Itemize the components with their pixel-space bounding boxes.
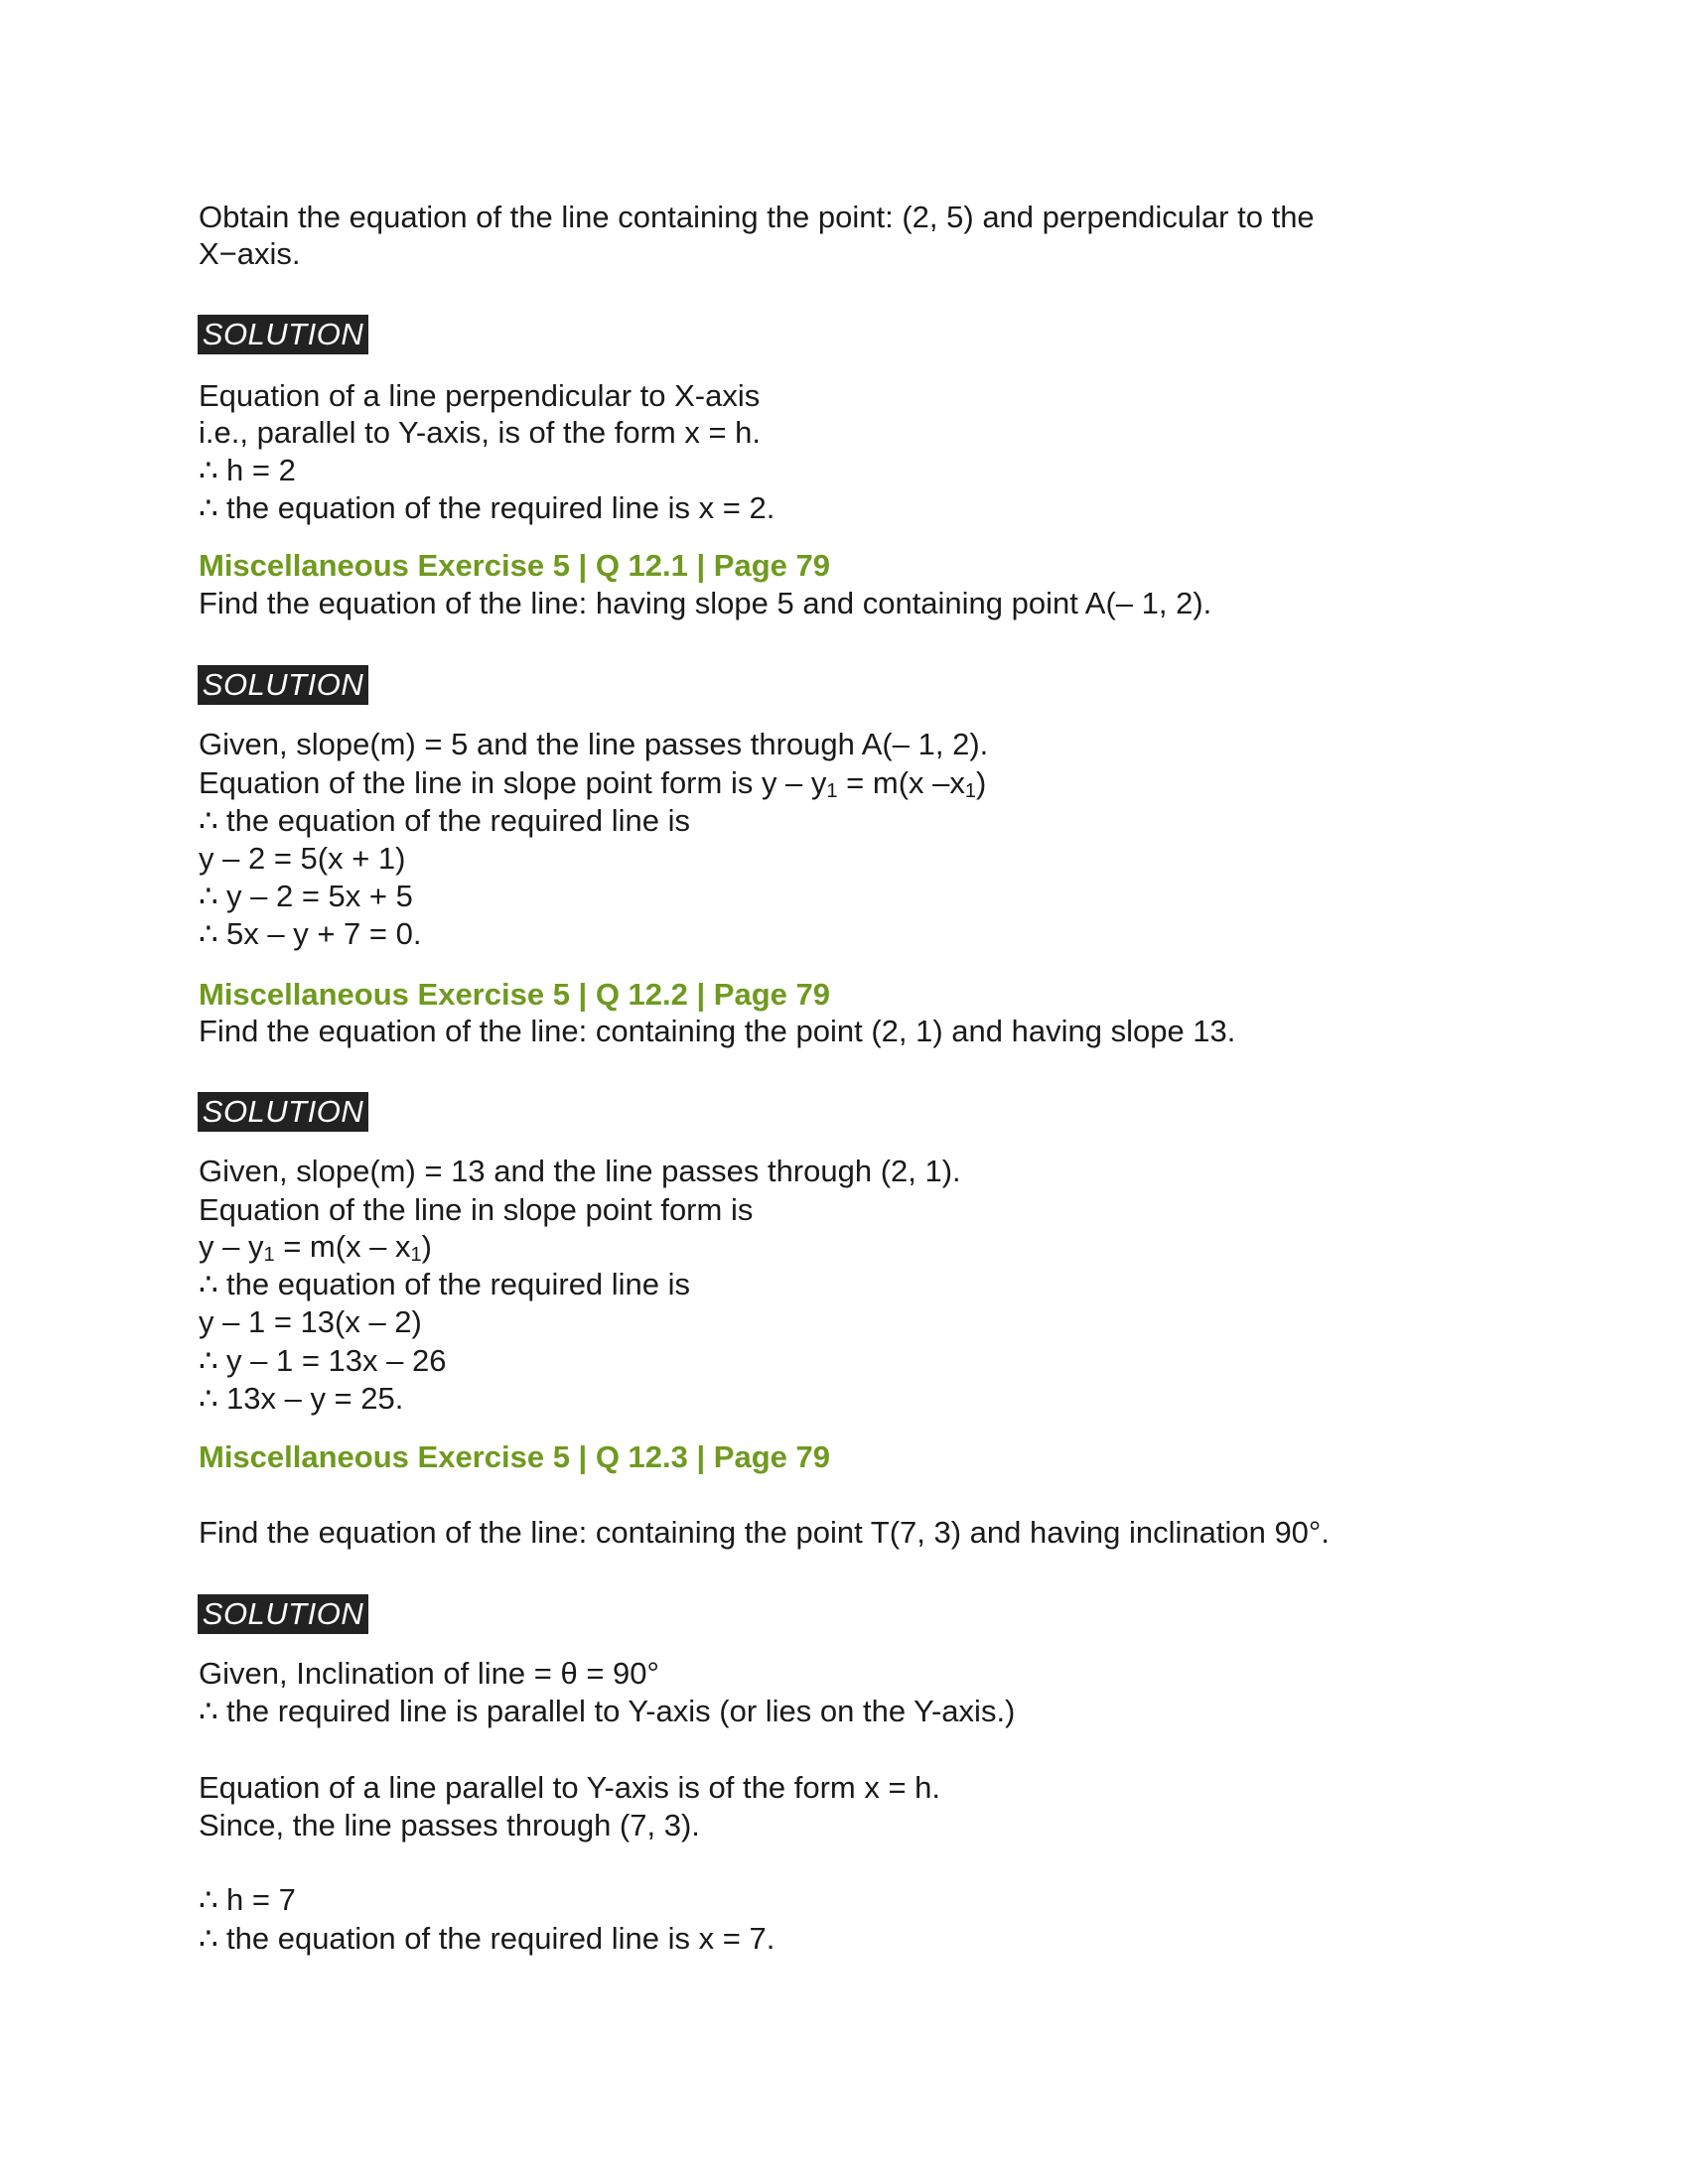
- subscript: 1: [410, 1244, 422, 1266]
- equation-text: Equation of the line in slope point form is y – y: [199, 765, 827, 800]
- equation-text: = m(x – x: [274, 1229, 411, 1264]
- solution-line-text: 5x – y + 7 = 0.: [226, 916, 422, 951]
- question-text: Obtain the equation of the line containing the point: (2, 5) and perpendicular to the: [199, 200, 1315, 234]
- solution-line: i.e., parallel to Y-axis, is of the form x = h.: [199, 415, 762, 450]
- solution-line: y – 1 = 13(x – 2): [199, 1304, 422, 1339]
- therefore-symbol: ∴: [199, 916, 218, 951]
- solution-line: Equation of the line in slope point form is: [199, 1192, 754, 1227]
- solution-line: [199, 878, 413, 915]
- therefore-symbol: ∴: [199, 1882, 218, 1917]
- therefore-symbol: ∴: [199, 1381, 218, 1416]
- solution-line-text: 13x – y = 25.: [226, 1381, 404, 1416]
- solution-line: Given, slope(m) = 5 and the line passes through A(– 1, 2).: [199, 727, 989, 761]
- therefore-symbol: ∴: [199, 453, 218, 487]
- question-text: X−axis.: [199, 236, 301, 271]
- therefore-symbol: ∴: [199, 1921, 218, 1956]
- equation-text: = m(x –x: [837, 765, 965, 800]
- solution-line: Since, the line passes through (7, 3).: [199, 1808, 700, 1843]
- therefore-symbol: ∴: [199, 1343, 218, 1378]
- therefore-symbol: ∴: [199, 879, 218, 913]
- solution-line: [199, 1342, 446, 1380]
- solution-line: [199, 1228, 432, 1266]
- solution-label: SOLUTION: [198, 315, 368, 354]
- solution-line-text: h = 7: [226, 1882, 296, 1917]
- therefore-symbol: ∴: [199, 490, 218, 525]
- solution-line: [199, 1380, 403, 1418]
- solution-line-text: h = 2: [226, 453, 296, 487]
- therefore-symbol: ∴: [199, 1694, 218, 1728]
- question-heading: Miscellaneous Exercise 5 | Q 12.1 | Page 79: [199, 548, 830, 583]
- solution-line: [199, 1693, 1015, 1730]
- solution-line: Given, slope(m) = 13 and the line passes through (2, 1).: [199, 1154, 961, 1188]
- solution-line: Equation of a line perpendicular to X-axis: [199, 378, 761, 413]
- solution-label: SOLUTION: [198, 1594, 368, 1634]
- solution-line: y – 2 = 5(x + 1): [199, 841, 406, 876]
- equation-text: ): [421, 1229, 432, 1264]
- solution-line-text: the equation of the required line is: [226, 803, 691, 838]
- solution-line: Equation of a line parallel to Y-axis is of the form x = h.: [199, 1770, 941, 1805]
- solution-line-text: the equation of the required line is x = 7.: [226, 1921, 775, 1956]
- subscript: 1: [826, 780, 838, 802]
- solution-line-text: y – 2 = 5x + 5: [226, 879, 413, 913]
- therefore-symbol: ∴: [199, 803, 218, 838]
- solution-line: [199, 1881, 296, 1919]
- solution-line-text: y – 1 = 13x – 26: [226, 1343, 447, 1378]
- solution-line: [199, 802, 690, 840]
- question-text: Find the equation of the line: containing the point T(7, 3) and having inclination 90°.: [199, 1515, 1330, 1550]
- solution-line: [199, 452, 296, 489]
- equation-text: y – y: [199, 1229, 264, 1264]
- question-heading: Miscellaneous Exercise 5 | Q 12.3 | Page 79: [199, 1439, 830, 1474]
- solution-line-text: the required line is parallel to Y-axis (or lies on the Y-axis.): [226, 1694, 1016, 1728]
- solution-label: SOLUTION: [198, 665, 368, 705]
- solution-line: [199, 489, 774, 527]
- solution-label: SOLUTION: [198, 1092, 368, 1132]
- solution-line: [199, 915, 421, 953]
- solution-line: [199, 764, 986, 802]
- subscript: 1: [964, 780, 977, 802]
- question-text: Find the equation of the line: containing the point (2, 1) and having slope 13.: [199, 1014, 1236, 1048]
- solution-line: [199, 1266, 690, 1303]
- therefore-symbol: ∴: [199, 1267, 218, 1301]
- solution-line-text: the equation of the required line is x = 2.: [226, 490, 775, 525]
- equation-text: ): [976, 765, 987, 800]
- question-text: Find the equation of the line: having slope 5 and containing point A(– 1, 2).: [199, 586, 1212, 620]
- subscript: 1: [263, 1244, 275, 1266]
- solution-line: [199, 1920, 774, 1958]
- question-heading: Miscellaneous Exercise 5 | Q 12.2 | Page 79: [199, 977, 830, 1012]
- solution-line: Given, Inclination of line = θ = 90°: [199, 1656, 659, 1691]
- solution-line-text: the equation of the required line is: [226, 1267, 691, 1301]
